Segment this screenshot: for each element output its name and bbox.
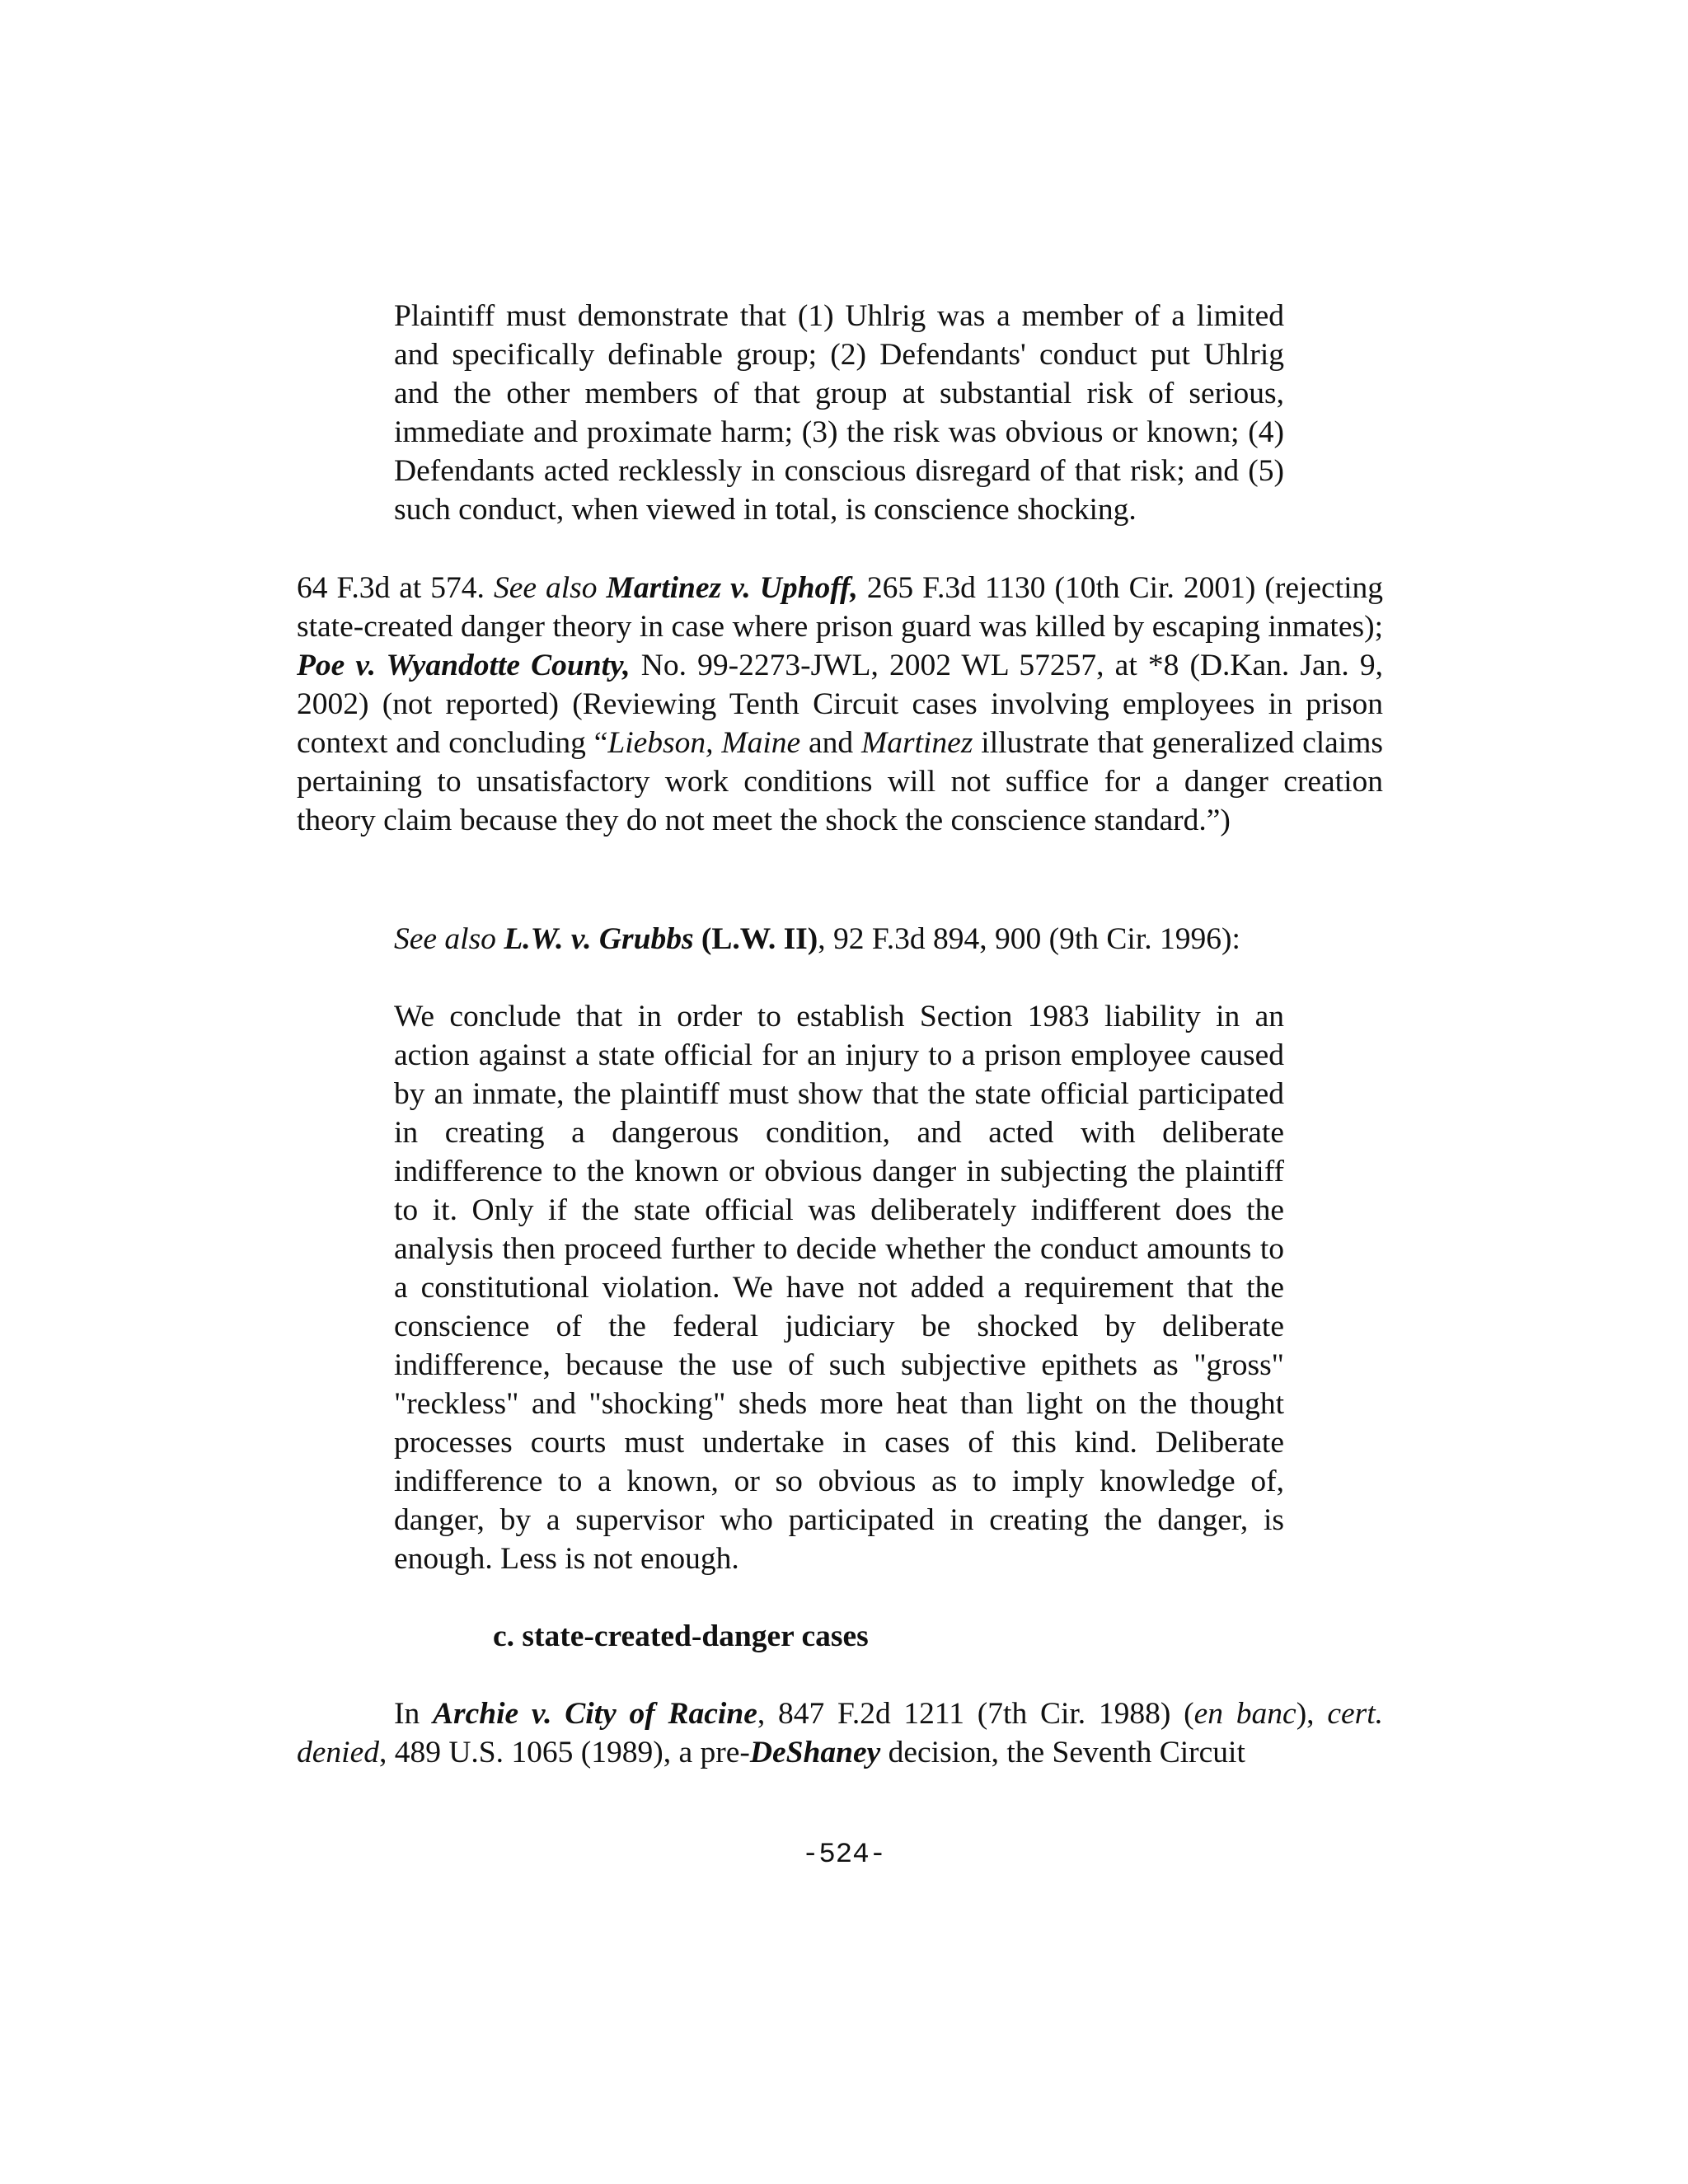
case-names-italic: Liebson, Maine (607, 726, 801, 760)
paragraph-text: ), (1296, 1697, 1328, 1731)
signal-see-also: See also (394, 922, 496, 956)
case-short-name: (L.W. II) (701, 922, 818, 956)
en-banc-italic: en banc (1193, 1697, 1296, 1731)
case-name-martinez: Martinez v. Uphoff, (606, 571, 858, 605)
spacer (598, 571, 607, 605)
case-name-lw: L.W. v. Grubbs (504, 922, 694, 956)
citation-text: 64 F.3d at 574. (297, 571, 494, 605)
see-also-line (394, 920, 1383, 958)
citation-text: , 92 F.3d 894, 900 (9th Cir. 1996): (818, 922, 1240, 956)
block-quote-uhlrig (394, 297, 1284, 529)
block-quote-grubbs (394, 997, 1284, 1578)
section-heading: c. state-created-danger cases (493, 1619, 869, 1653)
spacer (496, 922, 504, 956)
citation-text: No. 99-2273-JWL, 2002 WL 57257, at *8 (D.Kan. Jan. 9, 2002) (not reported) (Reviewing Tenth Circuit cases involving employees in prison context and concluding “ (297, 649, 1383, 760)
citation-text: illustrate that generalized claims pertaining to unsatisfactory work conditions will not suffice for a danger creation theory claim because they do not meet the shock the conscience standard.”) (297, 726, 1383, 837)
page-number: -524- (801, 1840, 887, 1871)
case-name-archie: Archie v. City of Racine (433, 1697, 757, 1731)
paragraph-text: In (394, 1697, 433, 1731)
paragraph-text: , 847 F.2d 1211 (7th Cir. 1988) ( (757, 1697, 1194, 1731)
spacer (694, 922, 701, 956)
cert-denied-italic: cert. denied (297, 1697, 1383, 1769)
signal-see-also: See also (493, 571, 598, 605)
citation-text: and (800, 726, 862, 760)
paragraph-text: decision, the Seventh Circuit (880, 1736, 1245, 1769)
citation-paragraph (297, 569, 1383, 840)
paragraph-text: , 489 U.S. 1065 (1989), a pre- (378, 1736, 750, 1769)
body-paragraph (297, 1694, 1383, 1772)
case-name-poe: Poe v. Wyandotte County, (297, 649, 631, 682)
quote-text: We conclude that in order to establish Section 1983 liability in an action against a state official for an injury to a prison employee caused by an inmate, the plaintiff must show that the state official participated in creating a dangerous condition, and acted with deliberate indifference to the known or obvious danger in subjecting the plaintiff to it. Only if the state official was deliberately indifferent does the analysis then proceed further to decide whether the conduct amounts to a constitutional violation. We have not added a requirement that the conscience of the federal judiciary be shocked by deliberate indifference, because the use of such subjective epithets as "gross" "reckless" and "shocking" sheds more heat than light on the thought processes courts must undertake in cases of this kind. Deliberate indifference to a known, or so obvious as to imply knowledge of, danger, by a supervisor who participated in creating the danger, is enough. Less is not enough. (394, 1000, 1284, 1576)
case-name-italic: Martinez (861, 726, 973, 760)
citation-text: 265 F.3d 1130 (10th Cir. 2001) (rejecting state-created danger theory in case where prison guard was killed by escaping inmates); (297, 571, 1384, 644)
case-name-deshaney: DeShaney (749, 1736, 881, 1769)
quote-text: Plaintiff must demonstrate that (1) Uhlrig was a member of a limited and specifically definable group; (2) Defendants' conduct put Uhlrig and the other members of that group at substantial risk of serious, immediate and proximate harm; (3) the risk was obvious or known; (4) Defendants acted recklessly in conscious disregard of that risk; and (5) such conduct, when viewed in total, is conscience shocking. (394, 299, 1284, 527)
